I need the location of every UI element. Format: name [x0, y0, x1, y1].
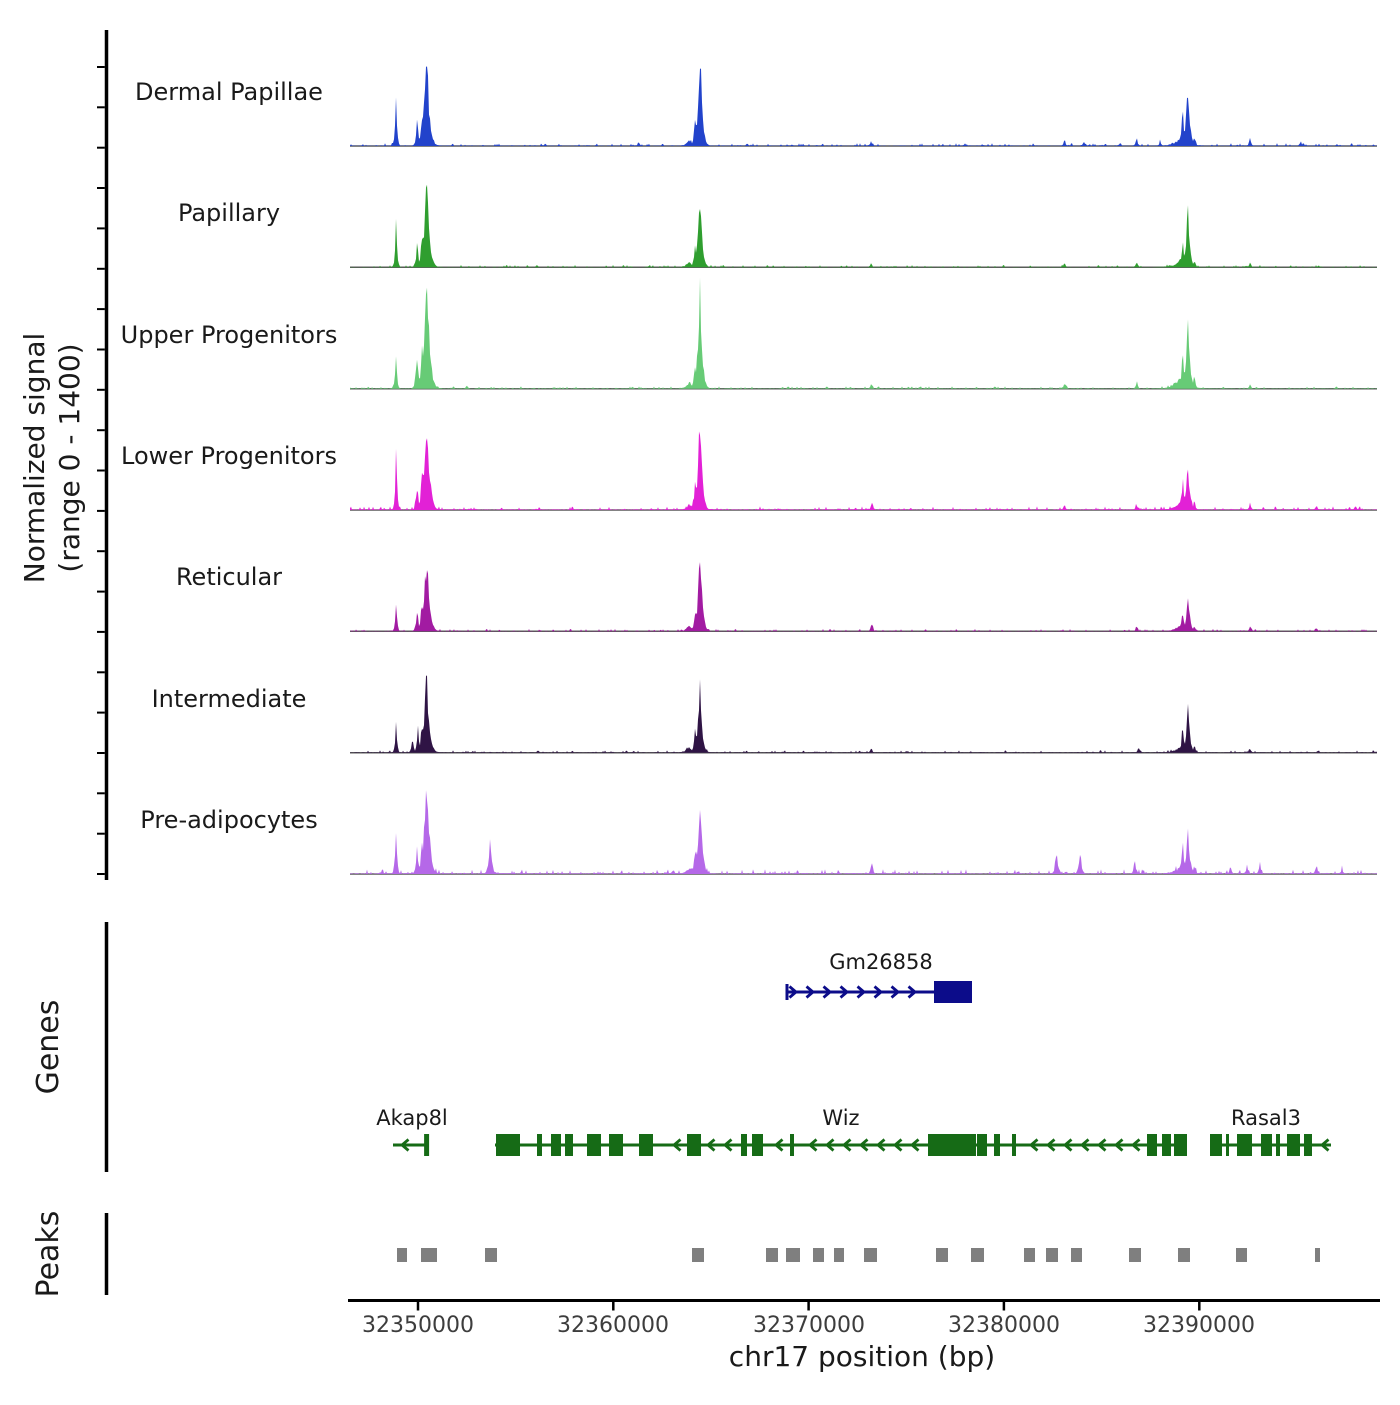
peak-box — [1178, 1248, 1190, 1262]
peak-box — [1071, 1248, 1082, 1262]
peak-box — [421, 1248, 437, 1262]
track-label-intermediate: Intermediate — [151, 685, 307, 713]
peaks-section-label: Peaks — [31, 1210, 66, 1298]
exon-akap8l — [424, 1134, 429, 1156]
gene-model-wiz — [495, 1134, 1187, 1156]
x-tick-label-32390000: 32390000 — [1143, 1313, 1255, 1338]
track-label-upper-progenitors: Upper Progenitors — [120, 321, 338, 349]
gene-label-rasal3: Rasal3 — [1230, 1106, 1302, 1130]
x-tick-label-32350000: 32350000 — [362, 1313, 474, 1338]
peak-box — [692, 1248, 704, 1262]
x-tick-label-32370000: 32370000 — [753, 1313, 865, 1338]
exon-wiz — [1174, 1134, 1187, 1156]
y-axis-label-line2: (range 0 - 1400) — [53, 343, 86, 573]
y-axis-label-line1: Normalized signal — [18, 332, 51, 584]
track-label-lower-progenitors: Lower Progenitors — [121, 442, 337, 470]
exon-wiz — [1147, 1134, 1157, 1156]
exon-gm26858 — [934, 981, 972, 1003]
peak-box — [1129, 1248, 1141, 1262]
exon-rasal3 — [1261, 1134, 1272, 1156]
peak-box — [485, 1248, 497, 1262]
peak-box — [813, 1248, 824, 1262]
peak-box — [864, 1248, 877, 1262]
track-label-pre-adipocytes: Pre-adipocytes — [140, 806, 318, 834]
peak-box — [936, 1248, 948, 1262]
genes-section-label: Genes — [31, 999, 66, 1095]
x-tick-label-32380000: 32380000 — [948, 1313, 1060, 1338]
peak-box — [1236, 1248, 1247, 1262]
exon-wiz — [1012, 1134, 1016, 1156]
signal-area-reticular — [350, 562, 1377, 631]
peak-box — [786, 1248, 800, 1262]
exon-rasal3 — [1226, 1134, 1229, 1156]
signal-area-papillary — [350, 185, 1377, 268]
signal-area-dermal-papillae — [350, 66, 1377, 146]
peak-box — [834, 1248, 844, 1262]
exon-wiz — [741, 1134, 747, 1156]
exon-wiz — [551, 1134, 561, 1156]
peak-box — [1024, 1248, 1035, 1262]
exon-wiz — [687, 1134, 701, 1156]
track-label-papillary: Papillary — [177, 199, 281, 227]
exon-wiz — [977, 1134, 987, 1156]
exon-wiz — [790, 1134, 794, 1156]
signal-area-intermediate — [350, 675, 1377, 752]
gene-label-akap8l: Akap8l — [376, 1106, 448, 1130]
gene-model-akap8l — [393, 1134, 429, 1156]
gene-model-gm26858 — [787, 981, 972, 1003]
exon-rasal3 — [1210, 1134, 1222, 1156]
exon-wiz — [928, 1134, 976, 1156]
exon-wiz — [1162, 1134, 1171, 1156]
exon-wiz — [609, 1134, 623, 1156]
exon-rasal3 — [1276, 1134, 1280, 1156]
signal-area-lower-progenitors — [350, 432, 1377, 511]
exon-wiz — [496, 1134, 520, 1156]
render-layer — [97, 30, 1380, 1311]
track-label-dermal-papillae: Dermal Papillae — [135, 78, 323, 106]
peak-box — [1315, 1248, 1320, 1262]
peak-box — [397, 1248, 407, 1262]
x-axis-title: chr17 position (bp) — [728, 1340, 996, 1373]
peak-box — [1046, 1248, 1058, 1262]
exon-wiz — [994, 1134, 1000, 1156]
gene-label-gm26858: Gm26858 — [829, 950, 933, 974]
exon-rasal3 — [1287, 1134, 1300, 1156]
exon-wiz — [639, 1134, 653, 1156]
peak-box — [971, 1248, 984, 1262]
exon-rasal3 — [1237, 1134, 1252, 1156]
exon-wiz — [565, 1134, 573, 1156]
exon-wiz — [537, 1134, 542, 1156]
gene-label-wiz: Wiz — [822, 1106, 860, 1130]
signal-area-pre-adipocytes — [350, 790, 1377, 874]
exon-wiz — [752, 1134, 763, 1156]
x-tick-label-32360000: 32360000 — [557, 1313, 669, 1338]
exon-wiz — [587, 1134, 601, 1156]
gene-model-rasal3 — [1210, 1134, 1331, 1156]
peak-box — [766, 1248, 778, 1262]
exon-rasal3 — [1304, 1134, 1312, 1156]
track-label-reticular: Reticular — [175, 563, 283, 591]
signal-area-upper-progenitors — [350, 278, 1377, 389]
